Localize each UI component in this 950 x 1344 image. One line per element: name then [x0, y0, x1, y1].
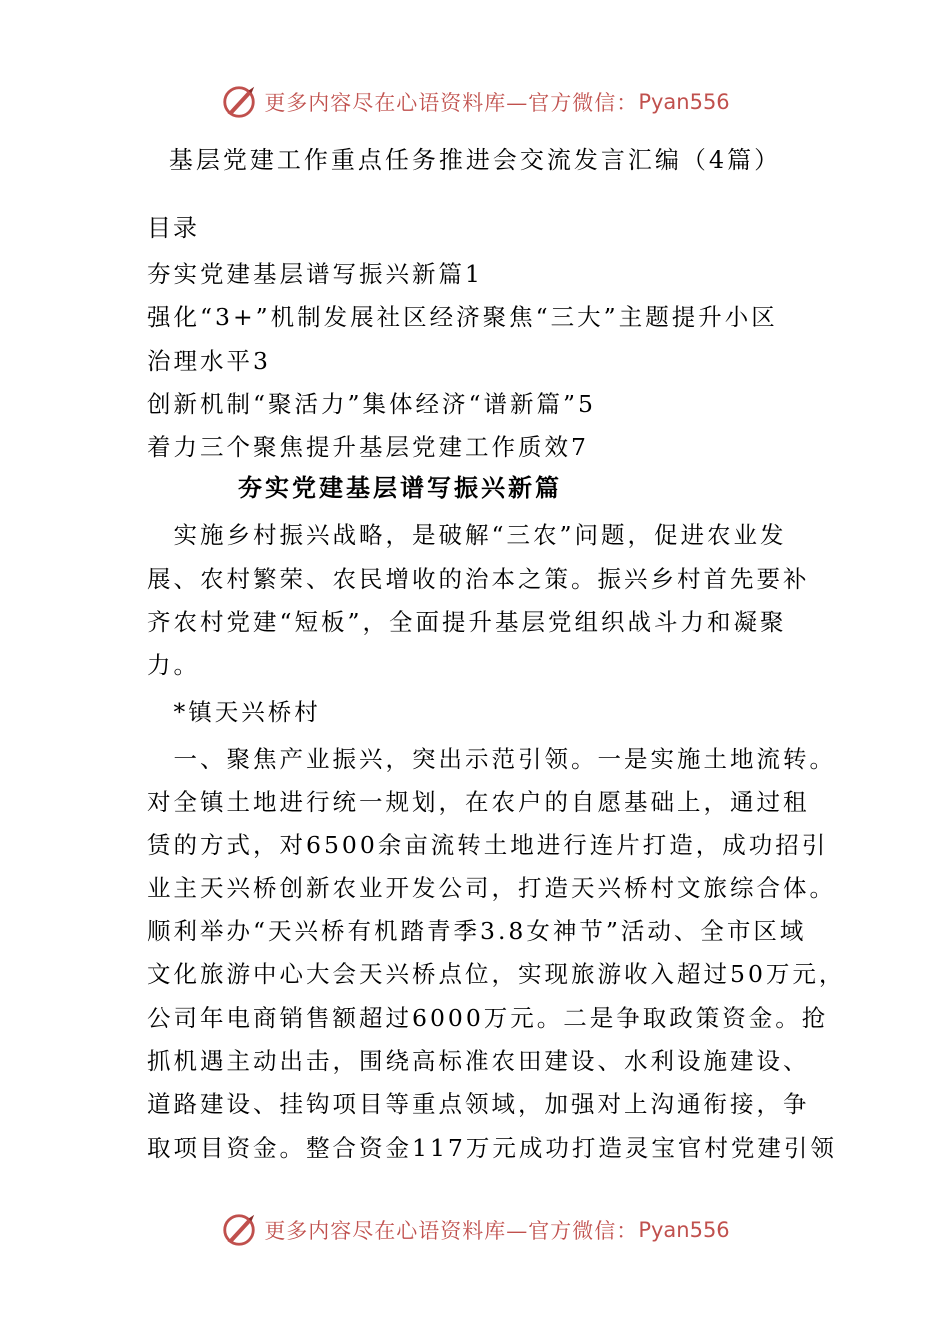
- watermark-text: 更多内容尽在心语资料库—官方微信：: [264, 91, 639, 115]
- quill-logo-icon: [220, 83, 258, 121]
- body-line: 文化旅游中心大会天兴桥点位，实现旅游收入超过50万元，: [147, 960, 846, 988]
- body-line: 道路建设、挂钩项目等重点领域，加强对上沟通衔接，争: [147, 1090, 810, 1118]
- body-line: 力。: [147, 651, 200, 679]
- body-line: 公司年电商销售额超过6000万元。二是争取政策资金。抢: [147, 1004, 829, 1032]
- toc-item: 着力三个聚焦提升基层党建工作质效7: [147, 433, 589, 461]
- body-line: 顺利举办“天兴桥有机踏青季3.8女神节”活动、全市区域: [147, 917, 807, 945]
- quill-logo-icon: [220, 1211, 258, 1249]
- body-line: 齐农村党建“短板”，全面提升基层党组织战斗力和凝聚: [147, 608, 787, 636]
- body-line: 抓机遇主动出击，围绕高标准农田建设、水利设施建设、: [147, 1047, 810, 1075]
- body-line: 展、农村繁荣、农民增收的治本之策。振兴乡村首先要补: [147, 565, 810, 593]
- body-line: 赁的方式，对6500余亩流转土地进行连片打造，成功招引: [147, 831, 829, 859]
- body-line: 实施乡村振兴战略，是破解“三农”问题，促进农业发: [147, 521, 787, 549]
- body-line: 取项目资金。整合资金117万元成功打造灵宝官村党建引领: [147, 1134, 837, 1162]
- toc-heading: 目录: [147, 214, 199, 242]
- document-title: 基层党建工作重点任务推进会交流发言汇编（4篇）: [168, 146, 782, 174]
- watermark-header: [0, 82, 950, 122]
- toc-item: 创新机制“聚活力”集体经济“谱新篇”5: [147, 390, 597, 418]
- toc-item: 强化“3+”机制发展社区经济聚焦“三大”主题提升小区: [147, 303, 778, 331]
- watermark-footer: [0, 1210, 950, 1250]
- watermark-wechat-id: Pyan556: [638, 90, 730, 114]
- toc-item: 夯实党建基层谱写振兴新篇1: [147, 260, 483, 288]
- body-line: 业主天兴桥创新农业开发公司，打造天兴桥村文旅综合体。: [147, 874, 836, 902]
- watermark-text: 更多内容尽在心语资料库—官方微信：: [264, 1219, 639, 1243]
- watermark-wechat-id: Pyan556: [638, 1218, 730, 1242]
- body-line: *镇天兴桥村: [147, 698, 321, 726]
- toc-item: 治理水平3: [147, 347, 271, 375]
- body-line: 一、聚焦产业振兴，突出示范引领。一是实施土地流转。: [147, 745, 836, 773]
- section-title: 夯实党建基层谱写振兴新篇: [238, 473, 562, 502]
- body-line: 对全镇土地进行统一规划，在农户的自愿基础上，通过租: [147, 788, 810, 816]
